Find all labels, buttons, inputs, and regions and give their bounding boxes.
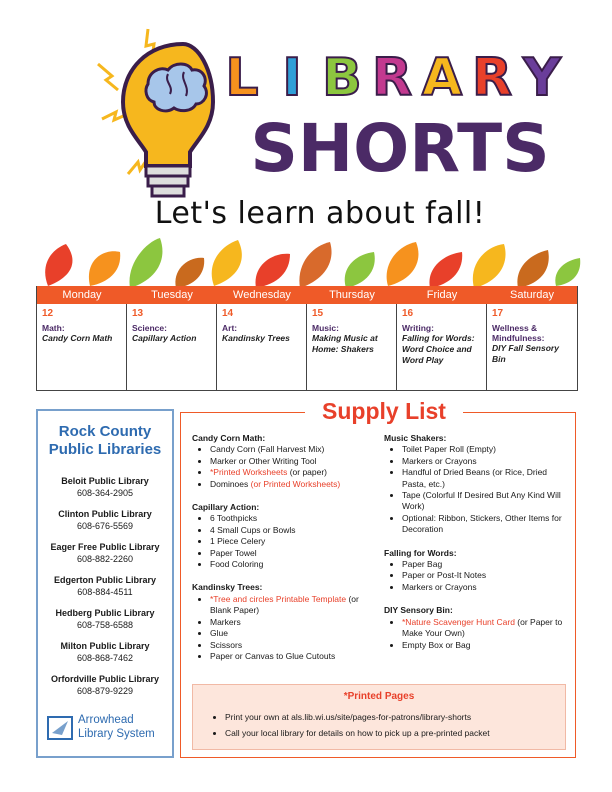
supply-item: • Handful of Dried Beans (or Rice, Dried Pasta, etc.) [402, 467, 564, 490]
calendar-topic: Falling for Words: Word Choice and Word Play [402, 333, 475, 365]
supply-section-title: Kandinsky Trees: [192, 582, 263, 593]
libraries-title: Rock County Public Libraries [48, 423, 162, 458]
calendar-day-header: Tuesday [127, 286, 218, 304]
calendar-date: 13 [132, 308, 144, 319]
supply-item: • Paper or Canvas to Glue Cutouts [210, 651, 370, 662]
printed-pages-title: *Printed Pages [343, 691, 415, 702]
supply-column-left [192, 433, 370, 662]
supply-item: • Tape (Colorful If Desired But Any Kind Will Work) [402, 490, 564, 513]
library-phone: 608-884-4511 [77, 587, 133, 597]
logo-letter: L [225, 48, 259, 108]
calendar-topic: Capillary Action [132, 333, 197, 343]
calendar-cell [217, 304, 307, 390]
supply-section-title: Music Shakers: [384, 433, 447, 443]
calendar-cell [307, 304, 397, 390]
calendar-topic: Kandinsky Trees [222, 333, 290, 343]
supply-item: • Toilet Paper Roll (Empty) [402, 444, 564, 455]
calendar-day-header: Saturday [487, 286, 577, 304]
lightbulb-brain-icon [88, 24, 218, 204]
calendar-cell [487, 304, 577, 390]
supply-section-title: Candy Corn Math: [192, 433, 266, 443]
supply-list [192, 513, 370, 570]
calendar-cell [37, 304, 127, 390]
calendar-day-header: Wednesday [217, 286, 308, 304]
supply-list [384, 617, 564, 651]
supply-item: • 1 Piece Celery [210, 536, 370, 547]
library-name: Clinton Public Library [58, 509, 152, 519]
library-name: Eager Free Public Library [50, 542, 160, 552]
supply-item: • Paper Bag [402, 559, 564, 570]
calendar-topic: DIY Fall Sensory Bin [492, 343, 559, 364]
libraries-box [36, 409, 174, 758]
calendar-subject: Wellness & Mindfulness: [492, 323, 545, 343]
calendar-date: 17 [492, 308, 504, 319]
printed-pages-box [192, 684, 566, 750]
logo-letter: R [371, 48, 413, 108]
calendar-day-header: Friday [397, 286, 488, 304]
library-name: Milton Public Library [60, 641, 150, 651]
printed-pages-item: • Print your own at als.lib.wi.us/site/pages-for-patrons/library-shorts [225, 709, 575, 725]
printed-pages-list [207, 709, 575, 741]
supply-column-right [384, 433, 564, 651]
supply-section-title: Capillary Action: [192, 502, 260, 513]
library-phone: 608-676-5569 [76, 521, 134, 531]
calendar-topic: Making Music at Home: Shakers [312, 333, 378, 354]
calendar-subject: Art: [222, 323, 238, 333]
library-name: Hedberg Public Library [55, 608, 155, 618]
library-phone: 608-364-2905 [76, 488, 134, 498]
supply-item: • *Tree and circles Printable Template (or Blank Paper) [210, 594, 370, 617]
supply-item: • Candy Corn (Fall Harvest Mix) [210, 444, 370, 455]
supply-section-title: Falling for Words: [384, 547, 457, 558]
library-phone: 608-879-9229 [76, 686, 134, 696]
calendar-subject: Music: [312, 323, 339, 333]
supply-item: • Paper or Post-It Notes [402, 570, 564, 581]
printed-pages-item: • Call your local library for details on how to pick up a pre-printed packet [225, 725, 575, 741]
library-entry [38, 475, 172, 499]
library-entry [38, 607, 172, 631]
calendar-subject: Writing: [402, 323, 434, 333]
logo-letter: A [421, 48, 463, 108]
calendar-date: 16 [402, 308, 414, 319]
calendar-day-header: Monday [37, 286, 128, 304]
arrowhead-logo-icon [46, 713, 74, 743]
calendar-cell [127, 304, 217, 390]
supply-list-title: Supply List [305, 396, 463, 426]
supply-item: • Food Coloring [210, 559, 370, 570]
calendar-date: 15 [312, 308, 324, 319]
library-entry [38, 640, 172, 664]
supply-list [384, 444, 564, 535]
calendar-date: 12 [42, 308, 54, 319]
logo-letter: R [471, 48, 513, 108]
supply-list [192, 594, 370, 662]
calendar-cell [397, 304, 487, 390]
library-phone: 608-758-6588 [76, 620, 134, 630]
supply-item: • Markers or Crayons [402, 456, 564, 467]
supply-item: • *Nature Scavenger Hunt Card (or Paper to Make Your Own) [402, 617, 564, 640]
supply-item: • Markers or Crayons [402, 582, 564, 593]
supply-item: • Marker or Other Writing Tool [210, 456, 370, 467]
library-entry [38, 673, 172, 697]
library-name: Orfordville Public Library [50, 674, 160, 684]
supply-item: • 6 Toothpicks [210, 513, 370, 524]
logo-letter: B [322, 48, 362, 108]
supply-item: • Scissors [210, 640, 370, 651]
supply-item: • *Printed Worksheets (or paper) [210, 467, 370, 478]
calendar-subject: Science: [132, 323, 167, 333]
weekly-calendar [36, 286, 578, 391]
logo-letter: I [282, 48, 302, 108]
calendar-day-header: Thursday [307, 286, 398, 304]
library-entry [38, 574, 172, 598]
library-name: Edgerton Public Library [53, 575, 156, 585]
calendar-date: 14 [222, 308, 234, 319]
logo-shorts-word: SHORTS [250, 110, 550, 187]
supply-item: • Markers [210, 617, 370, 628]
supply-item: • 4 Small Cups or Bowls [210, 525, 370, 536]
supply-section-title: DIY Sensory Bin: [384, 605, 453, 616]
library-name: Beloit Public Library [61, 476, 149, 486]
supply-list [192, 444, 370, 490]
library-phone: 608-882-2260 [76, 554, 134, 564]
calendar-topic: Candy Corn Math [42, 333, 113, 343]
library-entry [38, 541, 172, 565]
arrowhead-logo-text: Arrowhead Library System [78, 714, 155, 740]
tagline: Let's learn about fall! [154, 196, 486, 231]
supply-item: • Dominoes (or Printed Worksheets) [210, 479, 370, 490]
supply-item: • Optional: Ribbon, Stickers, Other Items for Decoration [402, 513, 564, 536]
supply-list [384, 559, 564, 593]
library-phone: 608-868-7462 [76, 653, 134, 663]
logo-letter: Y [523, 48, 561, 108]
supply-item: • Paper Towel [210, 548, 370, 559]
supply-item: • Empty Box or Bag [402, 640, 564, 651]
autumn-leaves-decoration [0, 230, 612, 292]
supply-item: • Glue [210, 628, 370, 639]
calendar-subject: Math: [42, 323, 65, 333]
library-entry [38, 508, 172, 532]
